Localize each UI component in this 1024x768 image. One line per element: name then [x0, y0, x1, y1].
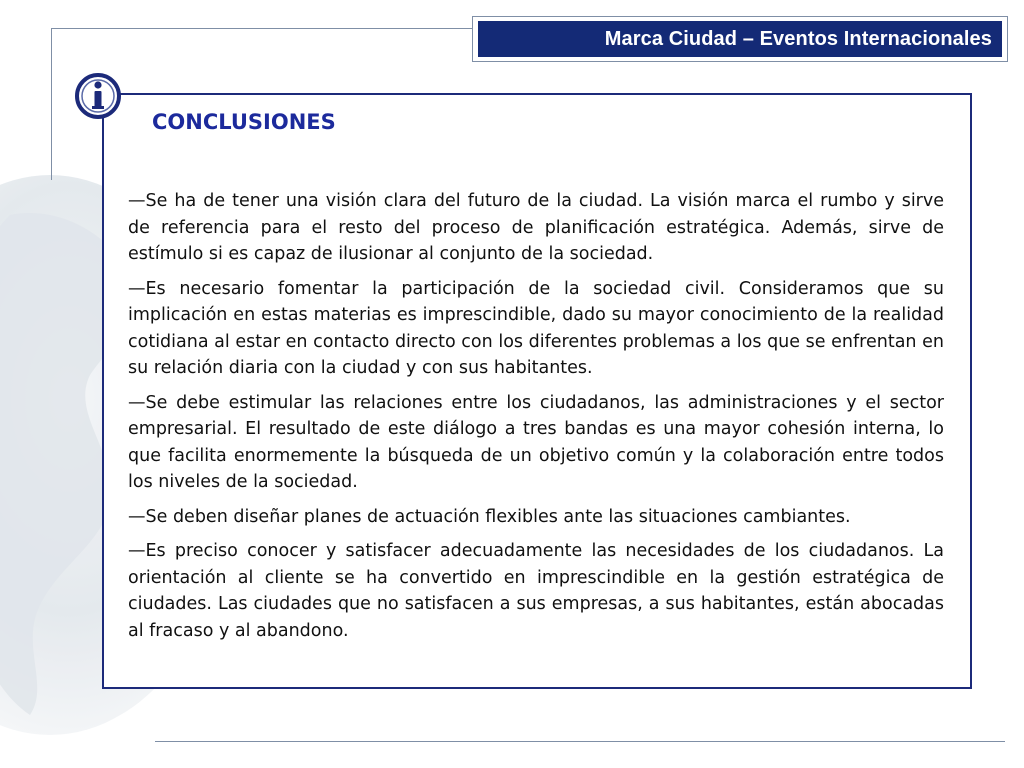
header-title: Marca Ciudad – Eventos Internacionales	[604, 27, 992, 50]
conclusion-paragraph: — Se debe estimular las relaciones entre los ciudadanos, las administraciones y el sector empresarial. El resultado de este diálogo a tres bandas es una mayor cohesión interna, lo que facilita enormemente la búsqueda de un objetivo común y la colaboración entre todos los niveles de la sociedad.	[128, 390, 944, 496]
top-divider-line	[52, 28, 472, 29]
info-icon	[74, 72, 122, 120]
bottom-divider-line	[155, 741, 1005, 742]
conclusion-paragraph: — Es preciso conocer y satisfacer adecuadamente las necesidades de los ciudadanos. La orientación al cliente se ha convertido en imprescindible en la gestión estratégica de ciudades. Las ciudades que no satisfacen a sus empresas, a sus habitantes, están abocadas al fracaso y al abandono.	[128, 538, 944, 644]
header-banner	[472, 16, 1008, 62]
slide-heading: CONCLUSIONES	[152, 110, 336, 134]
conclusions-body	[128, 188, 944, 652]
conclusion-paragraph: — Se ha de tener una visión clara del futuro de la ciudad. La visión marca el rumbo y sirve de referencia para el resto del proceso de planificación estratégica. Además, sirve de estímulo si es capaz de ilusionar al conjunto de la sociedad.	[128, 188, 944, 268]
header-bar	[478, 21, 1002, 57]
conclusion-paragraph: — Es necesario fomentar la participación de la sociedad civil. Consideramos que su implicación en estas materias es imprescindible, dado su mayor conocimiento de la realidad cotidiana al estar en contacto directo con los diferentes problemas a los que se enfrentan en su relación diaria con la ciudad y con sus habitantes.	[128, 276, 944, 382]
left-divider-line	[51, 28, 52, 180]
conclusion-paragraph: — Se deben diseñar planes de actuación flexibles ante las situaciones cambiantes.	[128, 504, 944, 531]
